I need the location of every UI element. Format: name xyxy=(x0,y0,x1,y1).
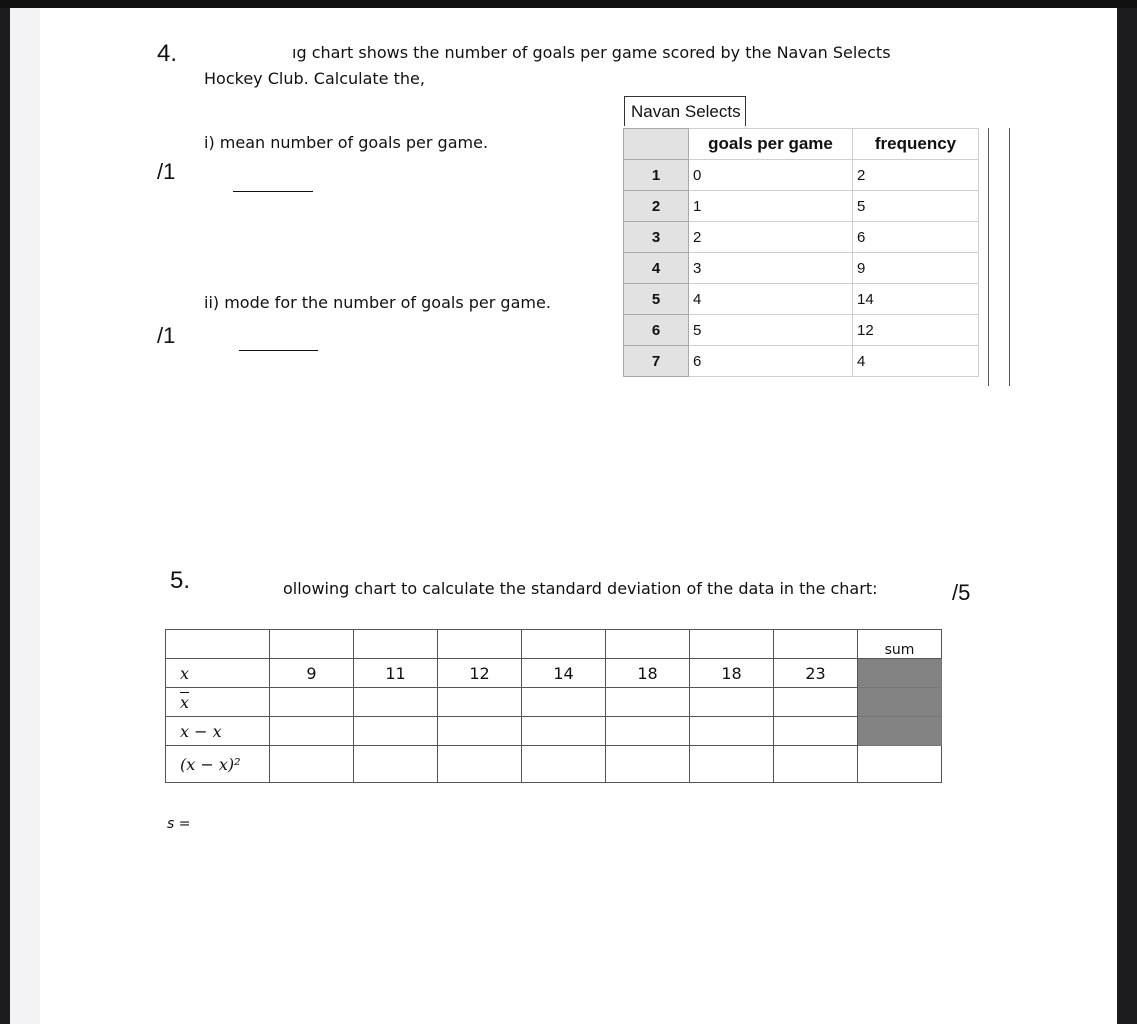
spreadsheet-edge xyxy=(988,128,1010,386)
row-number: 4 xyxy=(624,253,689,284)
spreadsheet-header-row xyxy=(624,129,979,160)
row-number: 6 xyxy=(624,315,689,346)
x-value: 12 xyxy=(438,659,522,688)
x-value: 9 xyxy=(270,659,354,688)
spreadsheet-corner xyxy=(624,129,689,160)
goals-cell: 3 xyxy=(689,253,853,284)
header-frequency: frequency xyxy=(853,129,979,160)
question-4-part-ii-marks: /1 xyxy=(157,323,176,348)
goals-spreadsheet xyxy=(623,128,979,377)
x-row xyxy=(166,659,942,688)
table-row xyxy=(624,160,979,191)
frequency-cell: 5 xyxy=(853,191,979,222)
spreadsheet-title: Navan Selects xyxy=(624,96,746,126)
frequency-cell: 12 xyxy=(853,315,979,346)
deviation-row xyxy=(166,717,942,746)
table-row xyxy=(624,191,979,222)
x-value: 11 xyxy=(354,659,438,688)
row-label-x: x xyxy=(166,659,270,688)
question-5-marks: /5 xyxy=(952,580,971,605)
question-4-part-ii: ii) mode for the number of goals per game. xyxy=(204,293,551,312)
x-bar-row xyxy=(166,688,942,717)
table-row xyxy=(624,315,979,346)
standard-deviation-table xyxy=(165,629,942,783)
row-number: 5 xyxy=(624,284,689,315)
frequency-cell: 2 xyxy=(853,160,979,191)
sum-cell[interactable] xyxy=(858,746,942,783)
question-4-prompt-line2: Hockey Club. Calculate the, xyxy=(204,69,425,88)
goals-cell: 0 xyxy=(689,160,853,191)
row-number: 3 xyxy=(624,222,689,253)
row-number: 2 xyxy=(624,191,689,222)
question-4-number: 4. xyxy=(157,40,178,67)
row-number: 7 xyxy=(624,346,689,377)
question-4-part-i-marks: /1 xyxy=(157,159,176,184)
question-4-part-i: i) mean number of goals per game. xyxy=(204,133,489,152)
frequency-cell: 9 xyxy=(853,253,979,284)
sum-cell-shaded xyxy=(858,688,942,717)
frequency-cell: 14 xyxy=(853,284,979,315)
calc-corner xyxy=(166,630,270,659)
row-label-deviation: x − x xyxy=(166,717,270,746)
answer-blank-mode[interactable] xyxy=(239,350,318,351)
table-row xyxy=(624,284,979,315)
goals-cell: 1 xyxy=(689,191,853,222)
frequency-cell: 6 xyxy=(853,222,979,253)
question-4-prompt-line1: ıg chart shows the number of goals per game scored by the Navan Selects xyxy=(292,43,891,62)
x-value: 14 xyxy=(522,659,606,688)
header-goals-per-game: goals per game xyxy=(689,129,853,160)
goals-cell: 5 xyxy=(689,315,853,346)
x-value: 18 xyxy=(690,659,774,688)
top-bar xyxy=(0,0,1137,8)
squared-deviation-row xyxy=(166,746,942,783)
answer-blank-mean[interactable] xyxy=(233,191,313,192)
goals-cell: 6 xyxy=(689,346,853,377)
calc-header-row xyxy=(166,630,942,659)
goals-cell: 4 xyxy=(689,284,853,315)
sum-cell-shaded xyxy=(858,659,942,688)
goals-cell: 2 xyxy=(689,222,853,253)
table-row xyxy=(624,222,979,253)
x-value: 18 xyxy=(606,659,690,688)
sum-header: sum xyxy=(858,630,942,659)
table-row xyxy=(624,253,979,284)
question-5-number: 5. xyxy=(170,567,191,594)
frequency-cell: 4 xyxy=(853,346,979,377)
sum-cell-shaded xyxy=(858,717,942,746)
table-row xyxy=(624,346,979,377)
question-5-prompt: ollowing chart to calculate the standard deviation of the data in the chart: xyxy=(283,579,878,598)
row-label-x-bar: $\overline{x}$ xyxy=(166,688,270,717)
row-number: 1 xyxy=(624,160,689,191)
row-label-squared-deviation: (x − x)² xyxy=(166,746,270,783)
standard-deviation-label: s = xyxy=(167,816,191,832)
x-value: 23 xyxy=(774,659,858,688)
